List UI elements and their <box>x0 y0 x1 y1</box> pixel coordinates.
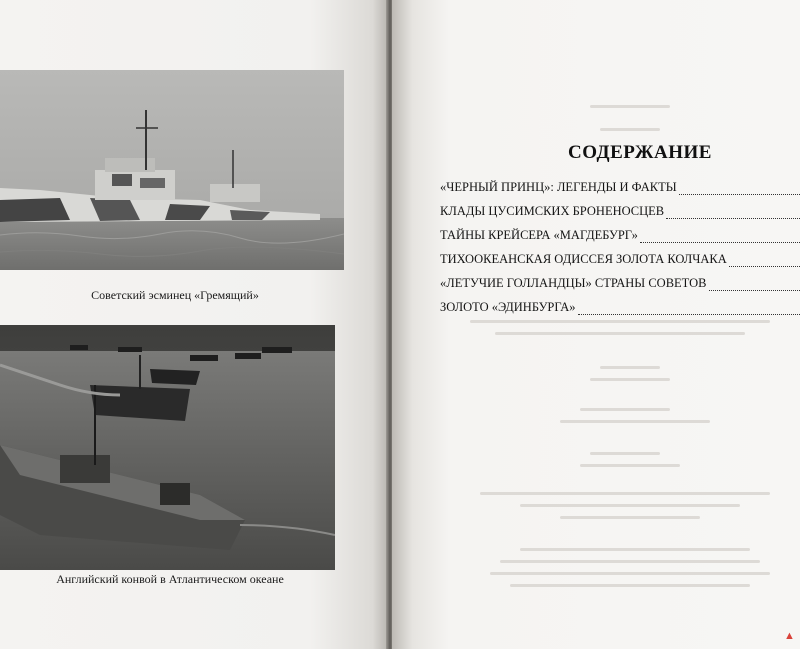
show-through-line <box>520 504 740 507</box>
toc-entry-label: «ЧЕРНЫЙ ПРИНЦ»: ЛЕГЕНДЫ И ФАКТЫ <box>440 180 677 194</box>
right-page <box>392 0 800 649</box>
toc-entry[interactable] <box>440 300 800 320</box>
dot-leader <box>666 217 800 219</box>
show-through-line <box>590 378 670 381</box>
show-through-line <box>520 548 750 551</box>
show-through-line <box>600 128 660 131</box>
show-through-line <box>590 452 660 455</box>
show-through-line <box>580 408 670 411</box>
corner-mark-icon: ▲ <box>784 630 795 642</box>
toc-title: СОДЕРЖАНИЕ <box>568 142 712 163</box>
toc-entry[interactable] <box>440 180 800 200</box>
toc-entry[interactable] <box>440 276 800 296</box>
show-through-line <box>590 105 670 108</box>
destroyer-photo <box>0 70 344 270</box>
toc-entry-label: «ЛЕТУЧИЕ ГОЛЛАНДЦЫ» СТРАНЫ СОВЕТОВ <box>440 276 707 290</box>
dot-leader <box>709 289 800 291</box>
show-through-line <box>480 492 770 495</box>
dot-leader <box>578 313 800 315</box>
destroyer-caption: Советский эсминец «Гремящий» <box>91 288 259 302</box>
left-page <box>0 0 388 649</box>
show-through-line <box>495 332 745 335</box>
toc-entry-label: ТАЙНЫ КРЕЙСЕРА «МАГДЕБУРГ» <box>440 228 638 242</box>
toc-entry[interactable] <box>440 252 800 272</box>
show-through-line <box>510 584 750 587</box>
show-through-line <box>500 560 760 563</box>
convoy-photo <box>0 325 335 570</box>
show-through-line <box>600 366 660 369</box>
show-through-line <box>560 420 710 423</box>
toc-entry-label: КЛАДЫ ЦУСИМСКИХ БРОНЕНОСЦЕВ <box>440 204 665 218</box>
toc-entry[interactable] <box>440 228 800 248</box>
dot-leader <box>679 193 800 195</box>
dot-leader <box>640 241 800 243</box>
toc-entry[interactable] <box>440 204 800 224</box>
show-through-line <box>580 464 680 467</box>
convoy-caption: Английский конвой в Атлантическом океане <box>56 572 284 586</box>
toc-entry-label: ЗОЛОТО «ЭДИНБУРГА» <box>440 300 576 314</box>
show-through-line <box>490 572 770 575</box>
toc-entry-label: ТИХООКЕАНСКАЯ ОДИССЕЯ ЗОЛОТА КОЛЧАКА <box>440 252 727 266</box>
dot-leader <box>729 265 800 267</box>
show-through-line <box>470 320 770 323</box>
show-through-line <box>560 516 700 519</box>
